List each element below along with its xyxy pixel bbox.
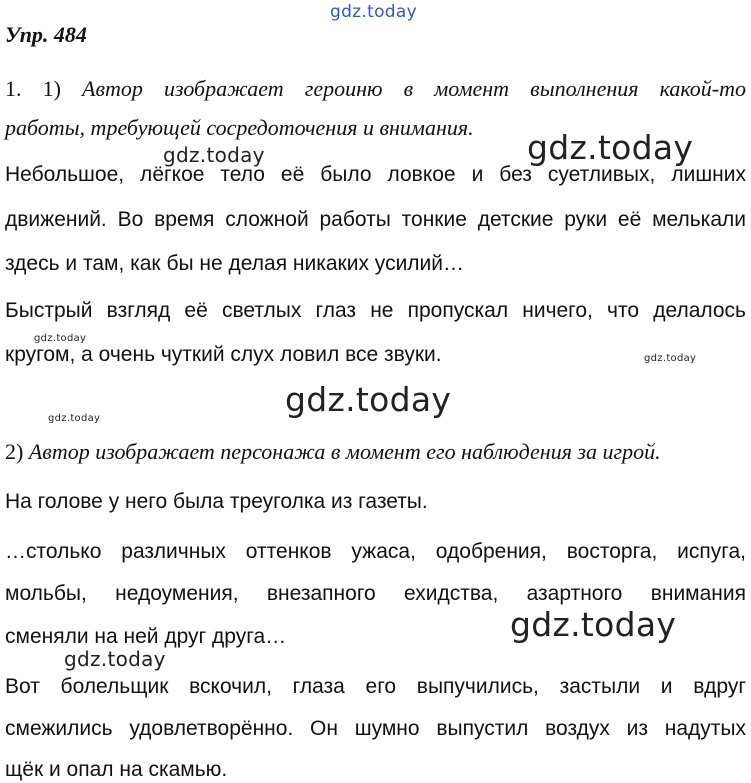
watermark-small-2: gdz.today (644, 353, 697, 364)
watermark-top: gdz.today (330, 2, 417, 22)
watermark-small-1: gdz.today (34, 333, 87, 344)
section-1-para-2-line-2: кругом, а очень чуткий слух ловил все звуки. (5, 343, 442, 366)
watermark-large-2: gdz.today (285, 380, 452, 419)
section-1-heading-line-2: работы, требующей сосредоточения и внимания. (5, 115, 474, 140)
section-2-heading (5, 439, 746, 465)
section-1-heading-text: Автор изображает героиню в момент выполнения какой-то (82, 76, 747, 101)
section-2-para-3-line-3: щёк и опал на скамью. (5, 758, 228, 781)
section-2-heading-text: Автор изображает персонажа в момент его наблюдения за игрой. (28, 439, 661, 464)
watermark-large-3: gdz.today (510, 605, 677, 644)
section-1-para-1-line-3: здесь и там, как бы не делая никаких усилий… (5, 252, 465, 275)
section-1-number: 1. 1) (5, 76, 83, 101)
section-2-para-2-line-2: мольбы, недоумения, внезапного ехидства, азартного внимания (5, 582, 746, 605)
section-1-para-2-line-1: Быстрый взгляд её светлых глаз не пропускал ничего, что делалось (5, 299, 746, 322)
section-2-para-3-line-2: смежились удовлетворённо. Он шумно выпустил воздух из надутых (5, 717, 746, 740)
section-2-para-1: На голове у него была треуголка из газеты. (5, 490, 428, 513)
section-1-heading-line-1 (5, 76, 746, 102)
watermark-small-3: gdz.today (48, 413, 101, 424)
watermark-medium-1: gdz.today (163, 143, 265, 167)
section-2-para-3-line-1: Вот болельщик вскочил, глаза его выпучились, застыли и вдруг (5, 675, 746, 698)
watermark-large-1: gdz.today (527, 128, 694, 167)
exercise-title: Упр. 484 (5, 22, 87, 47)
section-1-para-1-line-2: движений. Во время сложной работы тонкие детские руки её мелькали (5, 208, 746, 231)
section-1-para-1-line-1: Небольшое, лёгкое тело её было ловкое и без суетливых, лишних (5, 163, 746, 186)
watermark-medium-2: gdz.today (64, 647, 166, 671)
section-2-para-2-line-1: …столько различных оттенков ужаса, одобрения, восторга, испуга, (5, 540, 746, 563)
section-2-para-2-line-3: сменяли на ней друг друга… (5, 625, 287, 648)
section-2-number: 2) (5, 439, 29, 464)
